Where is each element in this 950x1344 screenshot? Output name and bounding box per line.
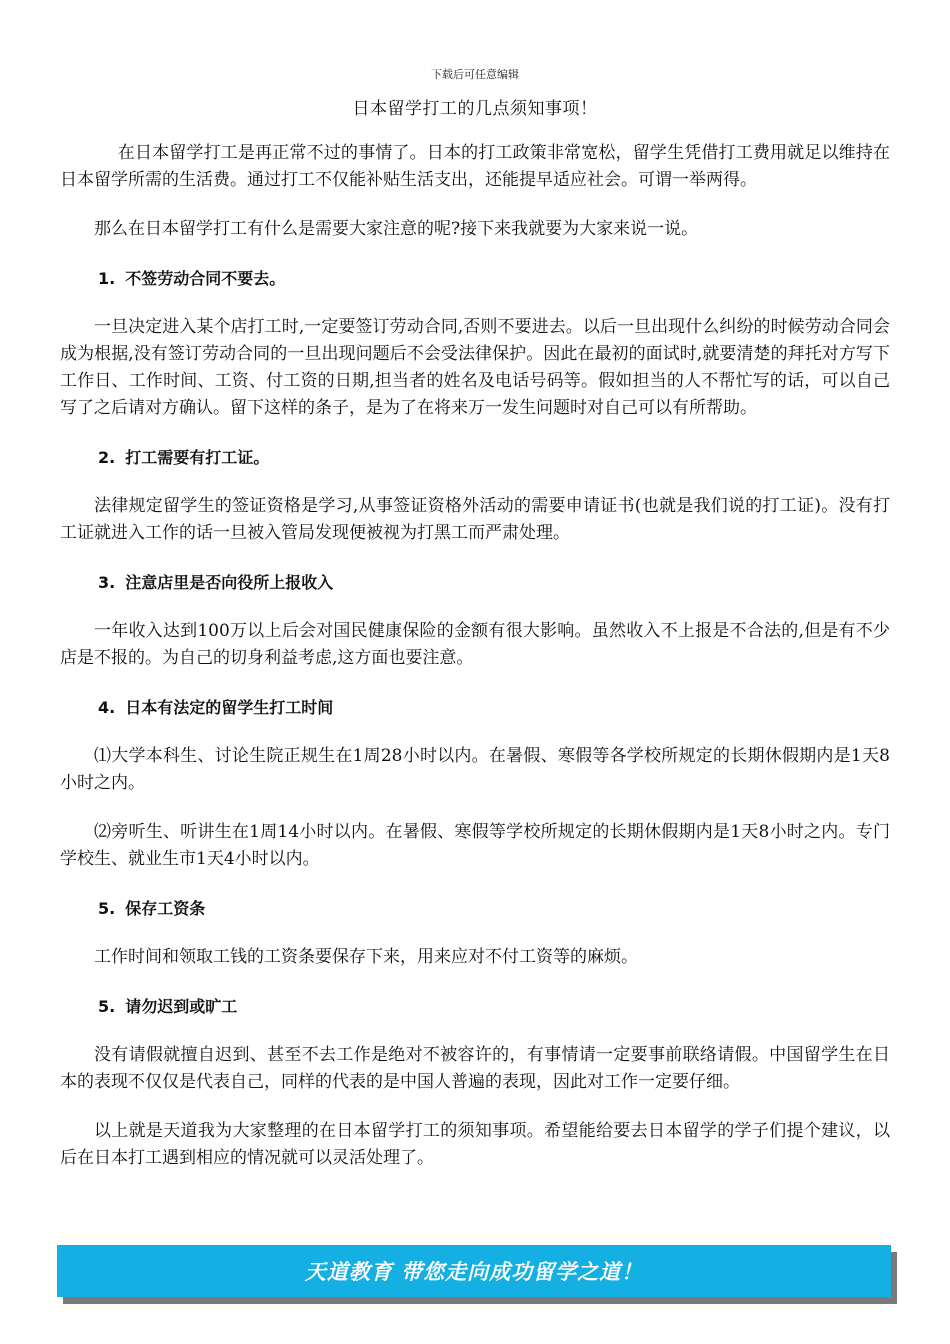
section-number: 5. (98, 997, 116, 1016)
closing-paragraph: 以上就是天道我为大家整理的在日本留学打工的须知事项。希望能给要去日本留学的学子们提个建议，以后在日本打工遇到相应的情况就可以灵活处理了。 (60, 1121, 890, 1168)
section-paragraph: 一旦决定进入某个店打工时,一定要签订劳动合同,否则不要进去。以后一旦出现什么纠纷的时候劳动合同会成为根据,没有签订劳动合同的一旦出现问题后不会受法律保护。因此在最初的面试时,就要清楚的拜托对方写下工作日、工作时间、工资、付工资的日期,担当者的姓名及电话号码等。假如担当的人不帮忙写的话，可以自己写了之后请对方确认。留下这样的条子，是为了在将来万一发生问题时对自己可以有所帮助。 (60, 317, 890, 418)
document-body (60, 140, 890, 1194)
section-paragraph: 一年收入达到100万以上后会对国民健康保险的金额有很大影响。虽然收入不上报是不合法的,但是有不少店是不报的。为自己的切身利益考虑,这方面也要注意。 (60, 621, 890, 668)
header-note: 下载后可任意编辑 (431, 68, 519, 81)
intro-paragraph: 在日本留学打工是再正常不过的事情了。日本的打工政策非常宽松，留学生凭借打工费用就足以维持在日本留学所需的生活费。通过打工不仅能补贴生活支出，还能提早适应社会。可谓一举两得。 (60, 143, 890, 190)
intro-paragraph: 那么在日本留学打工有什么是需要大家注意的呢?接下来我就要为大家来说一说。 (94, 219, 699, 239)
section-heading (60, 694, 890, 721)
section-heading (60, 895, 890, 922)
section-title: 打工需要有打工证。 (125, 448, 270, 467)
section-title: 保存工资条 (125, 899, 206, 918)
section-heading (60, 993, 890, 1020)
section-paragraph: 没有请假就擅自迟到、甚至不去工作是绝对不被容许的，有事情请一定要事前联络请假。中国留学生在日本的表现不仅仅是代表自己，同样的代表的是中国人普遍的表现，因此对工作一定要仔细。 (60, 1045, 890, 1092)
section-title: 不签劳动合同不要去。 (125, 269, 286, 288)
section-paragraph: 法律规定留学生的签证资格是学习,从事签证资格外活动的需要申请证书(也就是我们说的打工证)。没有打工证就进入工作的话一旦被入管局发现便被视为打黑工而严肃处理。 (60, 496, 890, 543)
section-heading (60, 569, 890, 596)
footer-banner-text: 天道教育 带您走向成功留学之道！ (304, 1259, 644, 1284)
section-number: 4. (98, 698, 116, 717)
section-number: 1. (98, 269, 116, 288)
section-number: 3. (98, 573, 116, 592)
section-title: 日本有法定的留学生打工时间 (125, 698, 334, 717)
section-title: 请勿迟到或旷工 (125, 997, 238, 1016)
section-title: 注意店里是否向役所上报收入 (125, 573, 334, 592)
section-paragraph: ⑴大学本科生、讨论生院正规生在1周28小时以内。在暑假、寒假等各学校所规定的长期休假期内是1天8小时之内。 (60, 746, 890, 793)
section-paragraph: 工作时间和领取工钱的工资条要保存下来，用来应对不付工资等的麻烦。 (94, 947, 638, 967)
section-number: 2. (98, 448, 116, 467)
section-heading (60, 444, 890, 471)
section-heading (60, 265, 890, 292)
document-title: 日本留学打工的几点须知事项！ (352, 99, 598, 119)
section-paragraph: ⑵旁听生、听讲生在1周14小时以内。在暑假、寒假等学校所规定的长期休假期内是1天8小时之内。专门学校生、就业生市1天4小时以内。 (60, 822, 890, 869)
footer-banner (57, 1245, 891, 1297)
section-number: 5. (98, 899, 116, 918)
